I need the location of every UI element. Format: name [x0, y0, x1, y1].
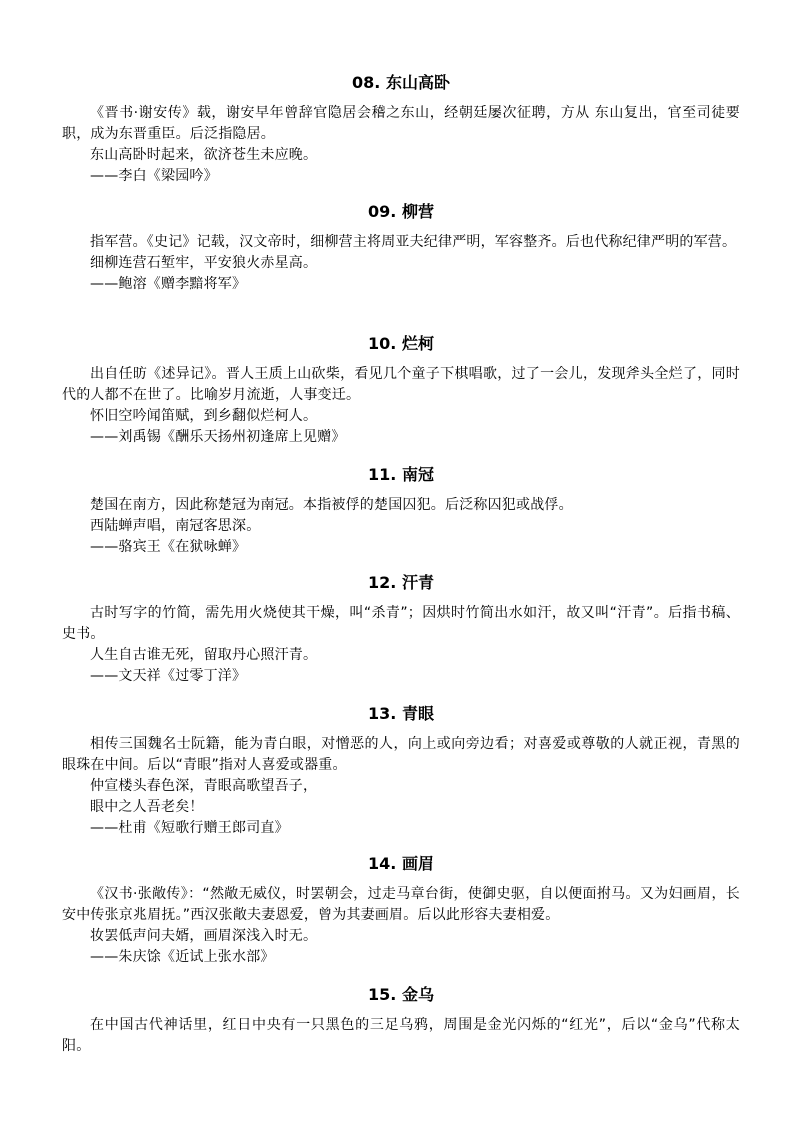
entry-title: 08. 东山高卧: [352, 73, 450, 92]
poem-source: ——杜甫《短歌行赠王郎司直》: [90, 820, 289, 836]
poem-line: 细柳连营石堑牢，平安狼火赤星高。: [90, 255, 318, 271]
entry-title: 14. 画眉: [368, 854, 434, 873]
entry-explanation: 在中国古代神话里，红日中央有一只黑色的三足乌鸦，周围是金光闪烁的“红光”，后以“金乌”代称太阳。: [62, 1017, 740, 1054]
entry-10: [62, 333, 740, 448]
entry-title: 10. 烂柯: [368, 334, 434, 353]
poem-line: 怀旧空吟闻笛赋，到乡翻似烂柯人。: [90, 408, 318, 424]
entry-14: [62, 853, 740, 968]
entry-title: 13. 青眼: [368, 704, 434, 723]
entry-12: [62, 572, 740, 687]
entry-title: 12. 汗青: [368, 573, 434, 592]
entry-explanation: 指军营。《史记》记载，汉文帝时，细柳营主将周亚夫纪律严明，军容整齐。后也代称纪律严明的军营。: [90, 234, 737, 250]
poem-line: 西陆蝉声唱，南冠客思深。: [90, 518, 261, 534]
entry-11: [62, 464, 740, 558]
poem-source: ——骆宾王《在狱咏蝉》: [90, 539, 247, 555]
poem-line: 人生自古谁无死，留取丹心照汗青。: [90, 647, 318, 663]
poem-source: ——朱庆馀《近试上张水部》: [90, 949, 275, 965]
entry-explanation: 《晋书·谢安传》载，谢安早年曾辞官隐居会稽之东山，经朝廷屡次征聘，方从 东山复出，官至司徒要职，成为东晋重臣。后泛指隐居。: [62, 105, 740, 142]
entry-15: [62, 984, 740, 1057]
entry-title: 11. 南冠: [368, 465, 434, 484]
entry-explanation: 楚国在南方，因此称楚冠为南冠。本指被俘的楚国囚犯。后泛称囚犯或战俘。: [90, 497, 573, 513]
entry-09: [62, 201, 740, 295]
entry-title: 09. 柳营: [368, 202, 434, 221]
poem-source: ——刘禹锡《酬乐天扬州初逢席上见赠》: [90, 429, 346, 445]
entry-title: 15. 金乌: [368, 985, 434, 1004]
poem-source: ——鲍溶《赠李黯将军》: [90, 276, 247, 292]
entry-08: [62, 72, 740, 187]
poem-line: 眼中之人吾老矣！: [90, 799, 204, 815]
poem-line: 东山高卧时起来，欲济苍生未应晚。: [90, 147, 318, 163]
entry-explanation: 《汉书·张敞传》：“然敞无威仪，时罢朝会，过走马章台街，使御史驱，自以便面拊马。又为妇画眉，长安中传张京兆眉抚。”西汉张敞夫妻恩爱，曾为其妻画眉。后以此形容夫妻相爱。: [62, 886, 740, 923]
poem-source: ——李白《梁园吟》: [90, 168, 218, 184]
entry-explanation: 出自任昉《述异记》。晋人王质上山砍柴，看见几个童子下棋唱歌，过了一会儿，发现斧头全烂了，同时代的人都不在世了。比喻岁月流逝，人事变迁。: [62, 366, 740, 403]
poem-line: 仲宣楼头春色深，青眼高歌望吾子，: [90, 778, 318, 794]
entry-explanation: 相传三国魏名士阮籍，能为青白眼，对憎恶的人，向上或向旁边看；对喜爱或尊敬的人就正视，青黑的眼珠在中间。后以“青眼”指对人喜爱或器重。: [62, 736, 740, 773]
poem-source: ——文天祥《过零丁洋》: [90, 668, 247, 684]
entry-explanation: 古时写字的竹简，需先用火烧使其干燥，叫“杀青”；因烘时竹简出水如汗，故又叫“汗青”。后指书稿、史书。: [62, 605, 740, 642]
entry-13: [62, 703, 740, 839]
poem-line: 妆罢低声问夫婿，画眉深浅入时无。: [90, 928, 318, 944]
